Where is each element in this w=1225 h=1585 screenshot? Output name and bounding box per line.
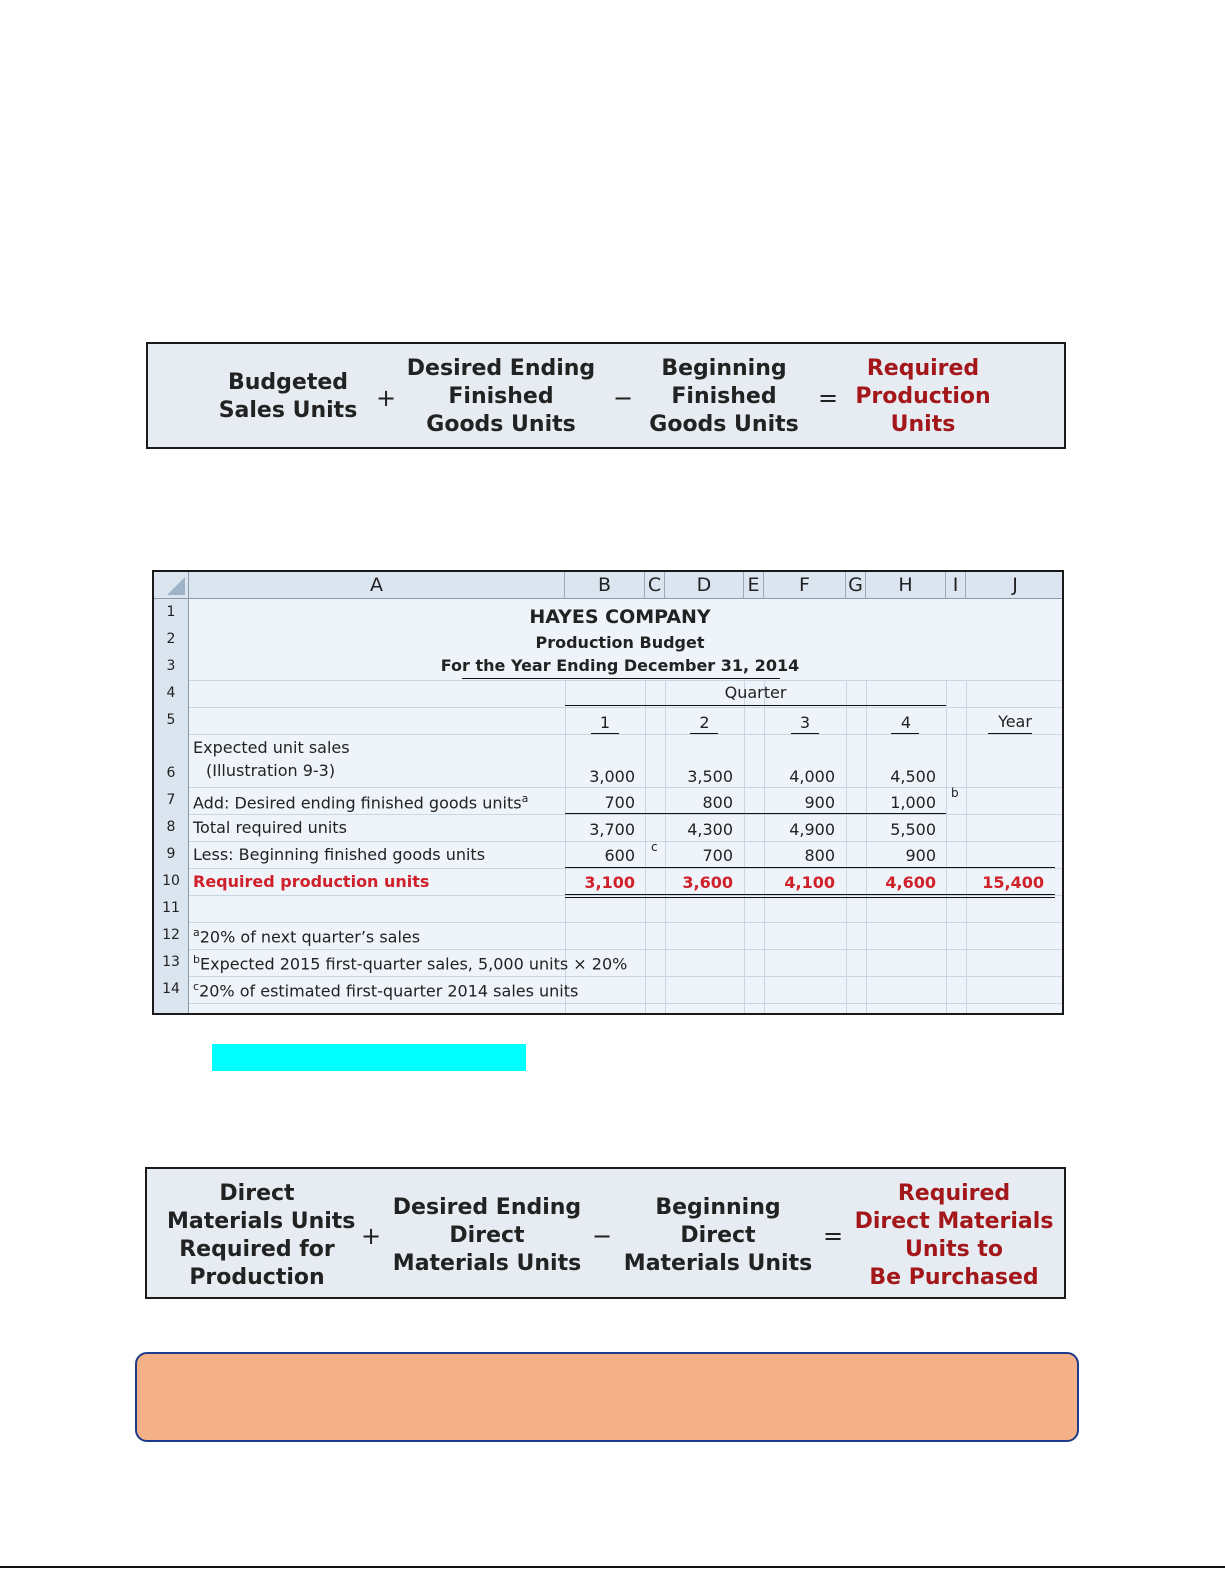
required-direct-materials-purchased-term bbox=[854, 1180, 1054, 1292]
formula-text: Direct Materials bbox=[854, 1209, 1054, 1234]
footnote-a-mark: a bbox=[193, 926, 200, 939]
row-header-8[interactable]: 8 bbox=[154, 814, 189, 841]
formula-text: Beginning bbox=[655, 1195, 781, 1220]
minus-operator: − bbox=[613, 384, 634, 412]
column-header-f[interactable]: F bbox=[764, 572, 846, 599]
total-q4: 5,500 bbox=[890, 820, 936, 839]
row-header-1[interactable]: 1 bbox=[154, 599, 189, 626]
quarter-4-header: 4 bbox=[900, 713, 912, 732]
required-q3: 4,100 bbox=[784, 873, 835, 892]
formula-text: Be Purchased bbox=[869, 1265, 1039, 1290]
desired-ending-label-text: Add: Desired ending finished goods units bbox=[193, 793, 522, 813]
footnote-c-mark: c bbox=[193, 980, 200, 993]
footnote-a bbox=[193, 926, 420, 946]
footnote-b bbox=[193, 953, 627, 973]
required-production-units-term bbox=[838, 355, 1008, 439]
quarter-2-header: 2 bbox=[699, 713, 710, 732]
total-q2: 4,300 bbox=[687, 820, 733, 839]
beginning-q1: 600 bbox=[604, 846, 635, 865]
column-header-h[interactable]: H bbox=[866, 572, 946, 599]
desired-ending-finished-goods-term bbox=[406, 355, 596, 439]
row-header-3[interactable]: 3 bbox=[154, 653, 189, 680]
formula-text: Required bbox=[866, 356, 980, 381]
budgeted-sales-units-term bbox=[203, 369, 373, 425]
footnote-b-mark: b bbox=[193, 953, 200, 966]
beginning-q3: 800 bbox=[804, 846, 835, 865]
year-header: Year bbox=[998, 712, 1032, 731]
required-q4: 4,600 bbox=[885, 873, 936, 892]
formula-text: Production bbox=[855, 384, 991, 409]
report-period: For the Year Ending December 31, 2014 bbox=[440, 656, 800, 675]
row-header-6[interactable]: 6 bbox=[154, 734, 189, 787]
required-production-label: Required production units bbox=[193, 872, 430, 891]
quarter-3-header: 3 bbox=[799, 713, 811, 732]
desired-ending-q3: 900 bbox=[804, 793, 835, 812]
quarter-1-header: 1 bbox=[599, 713, 611, 732]
expected-q3: 4,000 bbox=[789, 767, 835, 786]
formula-text: Materials Units bbox=[167, 1209, 356, 1234]
row-header-10[interactable]: 10 bbox=[154, 868, 189, 895]
desired-ending-q2: 800 bbox=[702, 793, 733, 812]
quarter-header: Quarter bbox=[724, 683, 787, 702]
formula-text: Finished bbox=[448, 384, 554, 409]
minus-operator: − bbox=[592, 1222, 613, 1250]
formula-text: Direct bbox=[449, 1223, 525, 1248]
formula-text: Production bbox=[189, 1265, 325, 1290]
company-name: HAYES COMPANY bbox=[529, 606, 711, 628]
illustration-reference: (Illustration 9-3) bbox=[206, 761, 336, 780]
desired-ending-direct-materials-term bbox=[392, 1194, 582, 1278]
direct-materials-formula-box bbox=[145, 1167, 1066, 1299]
formula-text: Beginning bbox=[661, 356, 787, 381]
expected-unit-sales-label: Expected unit sales bbox=[193, 738, 350, 757]
column-header-g[interactable]: G bbox=[846, 572, 866, 599]
plus-operator: + bbox=[361, 1222, 382, 1250]
expected-q4: 4,500 bbox=[890, 767, 936, 786]
row-header-2[interactable]: 2 bbox=[154, 626, 189, 653]
formula-text: Goods Units bbox=[649, 412, 799, 437]
row-header-5[interactable]: 5 bbox=[154, 707, 189, 734]
total-q1: 3,700 bbox=[589, 820, 635, 839]
column-header-b[interactable]: B bbox=[565, 572, 645, 599]
formula-text: Budgeted bbox=[227, 370, 349, 395]
formula-text: Materials Units bbox=[623, 1251, 813, 1276]
beginning-direct-materials-term bbox=[623, 1194, 813, 1278]
column-header-c[interactable]: C bbox=[645, 572, 665, 599]
total-required-label: Total required units bbox=[193, 818, 347, 837]
formula-text: Units bbox=[890, 412, 956, 437]
formula-text: Units to bbox=[905, 1237, 1003, 1262]
row-header-12[interactable]: 12 bbox=[154, 922, 189, 949]
row-header-4[interactable]: 4 bbox=[154, 680, 189, 707]
formula-text: Materials Units bbox=[392, 1251, 582, 1276]
beginning-q2: 700 bbox=[702, 846, 733, 865]
footnote-c bbox=[193, 980, 578, 1000]
highlight-bar bbox=[212, 1044, 526, 1071]
beginning-q4: 900 bbox=[905, 846, 936, 865]
column-header-d[interactable]: D bbox=[665, 572, 744, 599]
formula-text: Required bbox=[897, 1181, 1011, 1206]
footnote-c-text: 20% of estimated first-quarter 2014 sales units bbox=[199, 981, 579, 1001]
required-q1: 3,100 bbox=[584, 873, 635, 892]
production-formula-box bbox=[146, 342, 1066, 449]
formula-text: Desired Ending bbox=[406, 356, 596, 381]
formula-text: Sales Units bbox=[218, 398, 358, 423]
select-all-corner[interactable] bbox=[154, 572, 189, 599]
desired-ending-q1: 700 bbox=[604, 793, 635, 812]
footnote-c-ref: c bbox=[651, 840, 658, 854]
expected-q2: 3,500 bbox=[687, 767, 733, 786]
beginning-finished-goods-term bbox=[634, 355, 814, 439]
formula-text: Direct bbox=[680, 1223, 756, 1248]
desired-ending-label bbox=[193, 792, 528, 812]
row-header-14[interactable]: 14 bbox=[154, 976, 189, 1015]
production-budget-spreadsheet bbox=[152, 570, 1064, 1015]
expected-q1: 3,000 bbox=[589, 767, 635, 786]
formula-text: Goods Units bbox=[426, 412, 576, 437]
column-header-j[interactable]: J bbox=[966, 572, 1064, 599]
footnote-a-text: 20% of next quarter’s sales bbox=[199, 927, 421, 947]
desired-ending-q4: 1,000 bbox=[890, 793, 936, 812]
column-header-e[interactable]: E bbox=[744, 572, 764, 599]
materials-required-for-production-term bbox=[167, 1180, 356, 1292]
column-header-a[interactable]: A bbox=[189, 572, 565, 599]
required-year: 15,400 bbox=[982, 873, 1044, 892]
row-header-9[interactable]: 9 bbox=[154, 841, 189, 868]
footnote-b-text: Expected 2015 first-quarter sales, 5,000 units × 20% bbox=[199, 954, 628, 974]
page-bottom-rule bbox=[0, 1566, 1225, 1568]
callout-box bbox=[135, 1352, 1079, 1442]
beginning-goods-label: Less: Beginning finished goods units bbox=[193, 845, 486, 864]
row-header-13[interactable]: 13 bbox=[154, 949, 189, 976]
formula-text: Finished bbox=[671, 384, 777, 409]
report-title: Production Budget bbox=[535, 633, 705, 652]
formula-text: Required for bbox=[179, 1237, 335, 1262]
formula-text: Desired Ending bbox=[392, 1195, 582, 1220]
total-q3: 4,900 bbox=[789, 820, 835, 839]
row-header-7[interactable]: 7 bbox=[154, 787, 189, 814]
row-header-11[interactable]: 11 bbox=[154, 895, 189, 922]
equals-operator: = bbox=[818, 384, 839, 412]
equals-operator: = bbox=[823, 1222, 844, 1250]
required-q2: 3,600 bbox=[682, 873, 733, 892]
footnote-b-ref: b bbox=[951, 786, 959, 800]
column-header-i[interactable]: I bbox=[946, 572, 966, 599]
plus-operator: + bbox=[376, 384, 397, 412]
formula-text: Direct bbox=[219, 1181, 295, 1206]
footnote-a-ref: a bbox=[521, 792, 529, 805]
